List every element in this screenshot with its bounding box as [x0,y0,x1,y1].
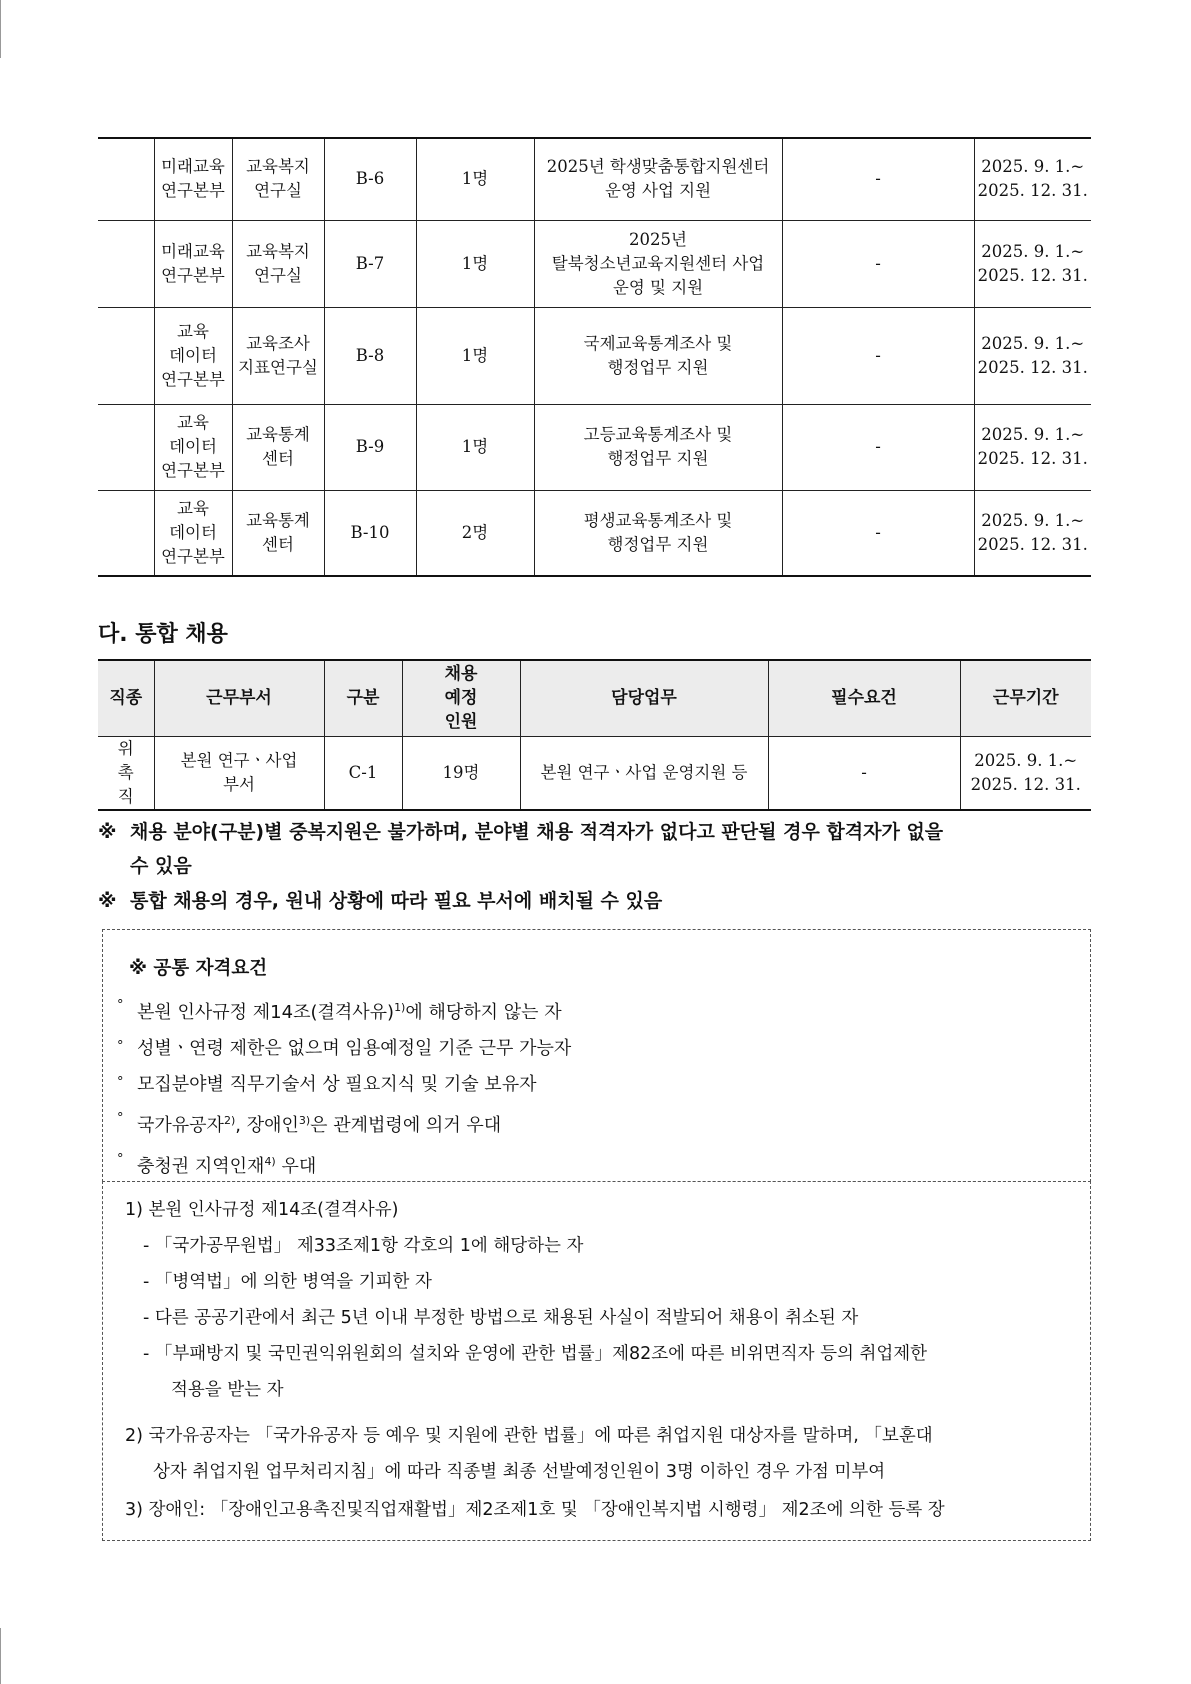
cell-count: 1명 [416,220,534,307]
footnote-1-item: - 「병역법」에 의한 병역을 기피한 자 [143,1272,432,1292]
cell-req: - [782,138,974,220]
page-edge-mark-bottom [0,1628,1,1684]
cell-period: 2025. 9. 1.~ 2025. 12. 31. [960,736,1091,810]
requirement-item: ° 모집분야별 직무기술서 상 필요지식 및 기술 보유자 [117,1074,537,1095]
cell-count: 1명 [416,404,534,490]
cell-code: C-1 [324,736,402,810]
cell-duty: 2025년 탈북청소년교육지원센터 사업 운영 및 지원 [534,220,782,307]
cell-dept: 교육복지 연구실 [232,220,324,307]
cell-hq: 미래교육 연구본부 [154,138,232,220]
table-row [98,736,1091,810]
cell-count: 1명 [416,138,534,220]
note-mark: ※ [98,890,117,912]
cell-code: B-7 [324,220,416,307]
cell-hq: 미래교육 연구본부 [154,220,232,307]
table-row [98,490,1091,576]
requirement-item: ° 성별ㆍ연령 제한은 없으며 임용예정일 기준 근무 가능자 [117,1038,572,1059]
note-mark: ※ [98,821,117,843]
cell-req: - [782,220,974,307]
footnotes-box [102,1181,1091,1541]
header-period: 근무기간 [960,660,1091,736]
footnote-1-item: - 「국가공무원법」 제33조제1항 각호의 1에 해당하는 자 [143,1236,584,1256]
cell-dept: 교육조사 지표연구실 [232,307,324,404]
table-row [98,220,1091,307]
header-job-type: 직종 [98,660,154,736]
cell-spacer [98,490,154,576]
cell-dept: 교육통계 센터 [232,404,324,490]
requirements-list [117,990,571,1185]
cell-hq: 교육 데이터 연구본부 [154,490,232,576]
header-duty: 담당업무 [520,660,768,736]
cell-dept: 교육통계 센터 [232,490,324,576]
cell-count: 19명 [402,736,520,810]
cell-hq: 교육 데이터 연구본부 [154,307,232,404]
cell-duty: 2025년 학생맞춤통합지원센터 운영 사업 지원 [534,138,782,220]
footnote-1 [125,1192,1085,1408]
cell-req: - [782,404,974,490]
table-header-row [98,660,1091,736]
cell-code: B-9 [324,404,416,490]
cell-duty: 고등교육통계조사 및 행정업무 지원 [534,404,782,490]
cell-code: B-8 [324,307,416,404]
cell-period: 2025. 9. 1.~ 2025. 12. 31. [974,138,1091,220]
cell-spacer [98,220,154,307]
cell-period: 2025. 9. 1.~ 2025. 12. 31. [974,307,1091,404]
cell-duty: 평생교육통계조사 및 행정업무 지원 [534,490,782,576]
table-row [98,138,1091,220]
page-edge-mark-top [0,0,1,58]
header-req: 필수요건 [768,660,960,736]
header-code: 구분 [324,660,402,736]
cell-period: 2025. 9. 1.~ 2025. 12. 31. [974,404,1091,490]
footnote-1-item: - 「부패방지 및 국민권익위원회의 설치와 운영에 관한 법률」제82조에 따른 비위면직자 등의 취업제한 [143,1344,928,1364]
cell-spacer [98,138,154,220]
cell-dept: 본원 연구ㆍ사업 부서 [154,736,324,810]
cell-spacer [98,307,154,404]
footnote-1-item-continuation: 적용을 받는 자 [171,1380,284,1400]
cell-req: - [782,307,974,404]
cell-job-type: 위 촉 직 [98,736,154,810]
cell-period: 2025. 9. 1.~ 2025. 12. 31. [974,490,1091,576]
cell-duty: 본원 연구ㆍ사업 운영지원 등 [520,736,768,810]
cell-count: 2명 [416,490,534,576]
cell-code: B-10 [324,490,416,576]
cell-hq: 교육 데이터 연구본부 [154,404,232,490]
footnote-1-title: 1) 본원 인사규정 제14조(결격사유) [125,1200,399,1220]
section-title-integrated-hiring: 다. 통합 채용 [98,622,228,647]
cell-req: - [782,490,974,576]
cell-req: - [768,736,960,810]
footnote-3: 3) 장애인: 「장애인고용촉진및직업재활법」제2조제1호 및 「장애인복지법 시행령」 제2조에 의한 등록 장 [125,1500,945,1520]
cell-duty: 국제교육통계조사 및 행정업무 지원 [534,307,782,404]
cell-spacer [98,404,154,490]
cell-count: 1명 [416,307,534,404]
note-duplicate-application: ※ 채용 분야(구분)별 중복지원은 불가하며, 분야별 채용 적격자가 없다고 판단될 경우 합격자가 없을 수 있음 [98,815,1093,883]
cell-code: B-6 [324,138,416,220]
footnote-2: 2) 국가유공자는 「국가유공자 등 예우 및 지원에 관한 법률」에 따른 취업지원 대상자를 말하며, 「보훈대 상자 취업지원 업무처리지침」에 따라 직종별 최종 선발예정인원이 3명 이하인 경우 가점 미부여 [125,1426,933,1482]
header-dept: 근무부서 [154,660,324,736]
header-count: 채용 예정 인원 [402,660,520,736]
requirement-item: ° 국가유공자$^{2)}$, 장애인$^{3)}$은 관계법령에 의거 우대 [117,1111,502,1136]
cell-period: 2025. 9. 1.~ 2025. 12. 31. [974,220,1091,307]
recruitment-table-c [98,659,1091,811]
common-requirements-box [102,929,1091,1182]
requirements-title: ※ 공통 자격요건 [129,958,268,979]
note-integrated-placement: ※ 통합 채용의 경우, 원내 상황에 따라 필요 부서에 배치될 수 있음 [98,884,1093,918]
table-row [98,404,1091,490]
recruitment-table-b [98,137,1091,577]
cell-dept: 교육복지 연구실 [232,138,324,220]
table-row [98,307,1091,404]
requirement-item: ° 본원 인사규정 제14조(결격사유)$^{1)}$에 해당하지 않는 자 [117,998,562,1023]
footnote-1-item: - 다른 공공기관에서 최근 5년 이내 부정한 방법으로 채용된 사실이 적발되어 채용이 취소된 자 [143,1308,859,1328]
requirement-item: ° 충청권 지역인재$^{4)}$ 우대 [117,1152,317,1177]
